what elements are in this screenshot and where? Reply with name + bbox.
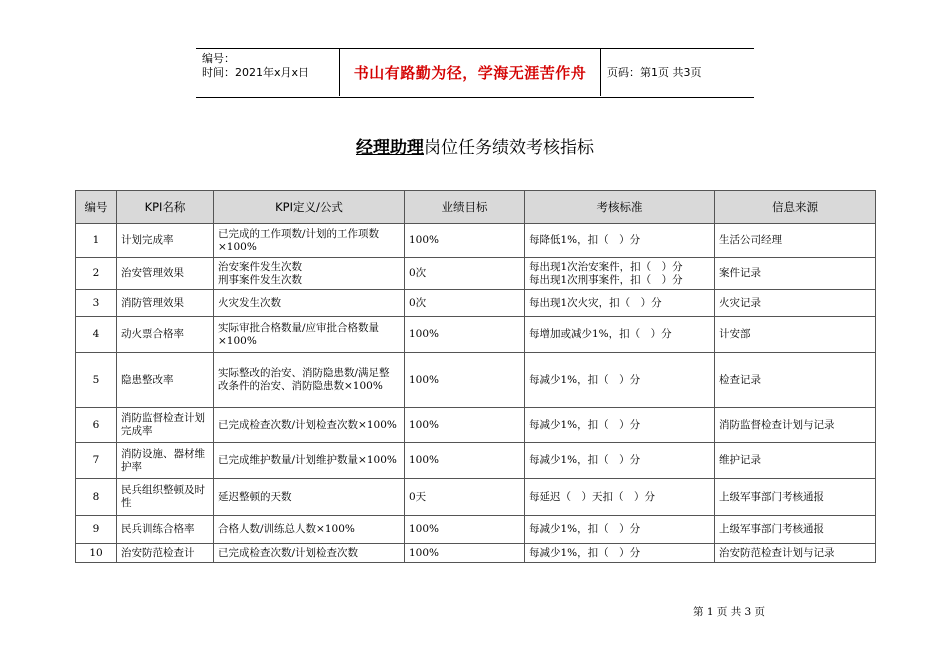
cell-source: 火灾记录 — [715, 290, 876, 317]
cell-kpi-definition: 已完成检查次数/计划检查次数 — [214, 544, 405, 563]
table-row — [76, 258, 876, 290]
cell-standard: 每延迟（ ）天扣（ ）分 — [525, 479, 715, 516]
table-row — [76, 317, 876, 353]
page-title — [0, 133, 950, 158]
cell-kpi-definition: 实际审批合格数量/应审批合格数量×100% — [214, 317, 405, 353]
cell-kpi-name: 计划完成率 — [117, 224, 214, 258]
table-row — [76, 479, 876, 516]
cell-target: 100% — [405, 544, 525, 563]
header-info — [202, 52, 340, 80]
page-header — [196, 48, 754, 98]
cell-standard: 每出现1次治安案件，扣（ ）分 每出现1次刑事案件，扣（ ）分 — [525, 258, 715, 290]
cell-number: 9 — [76, 516, 117, 544]
header-middle — [339, 48, 797, 96]
cell-standard: 每降低1%，扣（ ）分 — [525, 224, 715, 258]
cell-target: 100% — [405, 224, 525, 258]
cell-kpi-name: 民兵训练合格率 — [117, 516, 214, 544]
cell-standard: 每增加或减少1%，扣（ ）分 — [525, 317, 715, 353]
col-header-standard: 考核标准 — [525, 191, 715, 224]
title-underlined: 经理助理 — [356, 138, 424, 158]
cell-number: 2 — [76, 258, 117, 290]
time-label: 时间：2021年x月x日 — [202, 66, 310, 79]
cell-kpi-definition: 已完成的工作项数/计划的工作项数×100% — [214, 224, 405, 258]
page-number-label: 页码：第1页 共3页 — [607, 66, 702, 79]
cell-target: 0次 — [405, 258, 525, 290]
table-row — [76, 443, 876, 479]
cell-target: 100% — [405, 317, 525, 353]
kpi-table — [75, 190, 876, 563]
cell-kpi-name: 治安管理效果 — [117, 258, 214, 290]
cell-source: 生活公司经理 — [715, 224, 876, 258]
cell-kpi-name: 消防管理效果 — [117, 290, 214, 317]
cell-kpi-name: 消防监督检查计划完成率 — [117, 408, 214, 443]
cell-standard: 每减少1%，扣（ ）分 — [525, 443, 715, 479]
col-header-target: 业绩目标 — [405, 191, 525, 224]
cell-target: 100% — [405, 353, 525, 408]
cell-source: 计安部 — [715, 317, 876, 353]
cell-number: 7 — [76, 443, 117, 479]
page-footer: 第 1 页 共 3 页 — [693, 606, 766, 618]
table-row — [76, 516, 876, 544]
cell-source: 案件记录 — [715, 258, 876, 290]
cell-source: 维护记录 — [715, 443, 876, 479]
cell-kpi-definition: 火灾发生次数 — [214, 290, 405, 317]
cell-kpi-definition: 实际整改的治安、消防隐患数/满足整改条件的治安、消防隐患数×100% — [214, 353, 405, 408]
title-rest: 岗位任务绩效考核指标 — [424, 138, 594, 158]
cell-source: 消防监督检查计划与记录 — [715, 408, 876, 443]
cell-number: 4 — [76, 317, 117, 353]
motto: 书山有路勤为径，学海无涯苦作舟 — [353, 64, 587, 82]
cell-kpi-definition: 已完成检查次数/计划检查次数×100% — [214, 408, 405, 443]
motto-box — [339, 48, 601, 96]
cell-kpi-name: 消防设施、器材维护率 — [117, 443, 214, 479]
cell-target: 100% — [405, 443, 525, 479]
cell-source: 上级军事部门考核通报 — [715, 479, 876, 516]
cell-number: 1 — [76, 224, 117, 258]
table-row — [76, 224, 876, 258]
cell-target: 100% — [405, 408, 525, 443]
cell-target: 100% — [405, 516, 525, 544]
cell-source: 治安防范检查计划与记录 — [715, 544, 876, 563]
table-row — [76, 353, 876, 408]
cell-kpi-definition: 已完成维护数量/计划维护数量×100% — [214, 443, 405, 479]
cell-kpi-name: 民兵组织整顿及时性 — [117, 479, 214, 516]
cell-kpi-definition: 延迟整顿的天数 — [214, 479, 405, 516]
cell-kpi-definition: 合格人数/训练总人数×100% — [214, 516, 405, 544]
col-header-kpi-name: KPI名称 — [117, 191, 214, 224]
cell-number: 3 — [76, 290, 117, 317]
col-header-source: 信息来源 — [715, 191, 876, 224]
number-label: 编号： — [202, 52, 235, 65]
col-header-number: 编号 — [76, 191, 117, 224]
cell-source: 检查记录 — [715, 353, 876, 408]
cell-standard: 每出现1次火灾，扣（ ）分 — [525, 290, 715, 317]
table-header-row — [76, 191, 876, 224]
cell-number: 8 — [76, 479, 117, 516]
table-row — [76, 408, 876, 443]
cell-number: 10 — [76, 544, 117, 563]
cell-kpi-name: 动火票合格率 — [117, 317, 214, 353]
cell-source: 上级军事部门考核通报 — [715, 516, 876, 544]
cell-target: 0天 — [405, 479, 525, 516]
cell-standard: 每减少1%，扣（ ）分 — [525, 516, 715, 544]
cell-number: 6 — [76, 408, 117, 443]
cell-target: 0次 — [405, 290, 525, 317]
cell-kpi-definition: 治安案件发生次数 刑事案件发生次数 — [214, 258, 405, 290]
table-row — [76, 290, 876, 317]
table-row — [76, 544, 876, 563]
cell-standard: 每减少1%，扣（ ）分 — [525, 408, 715, 443]
cell-standard: 每减少1%，扣（ ）分 — [525, 353, 715, 408]
cell-kpi-name: 治安防范检查计 — [117, 544, 214, 563]
cell-number: 5 — [76, 353, 117, 408]
cell-kpi-name: 隐患整改率 — [117, 353, 214, 408]
cell-standard: 每减少1%，扣（ ）分 — [525, 544, 715, 563]
col-header-kpi-definition: KPI定义/公式 — [214, 191, 405, 224]
